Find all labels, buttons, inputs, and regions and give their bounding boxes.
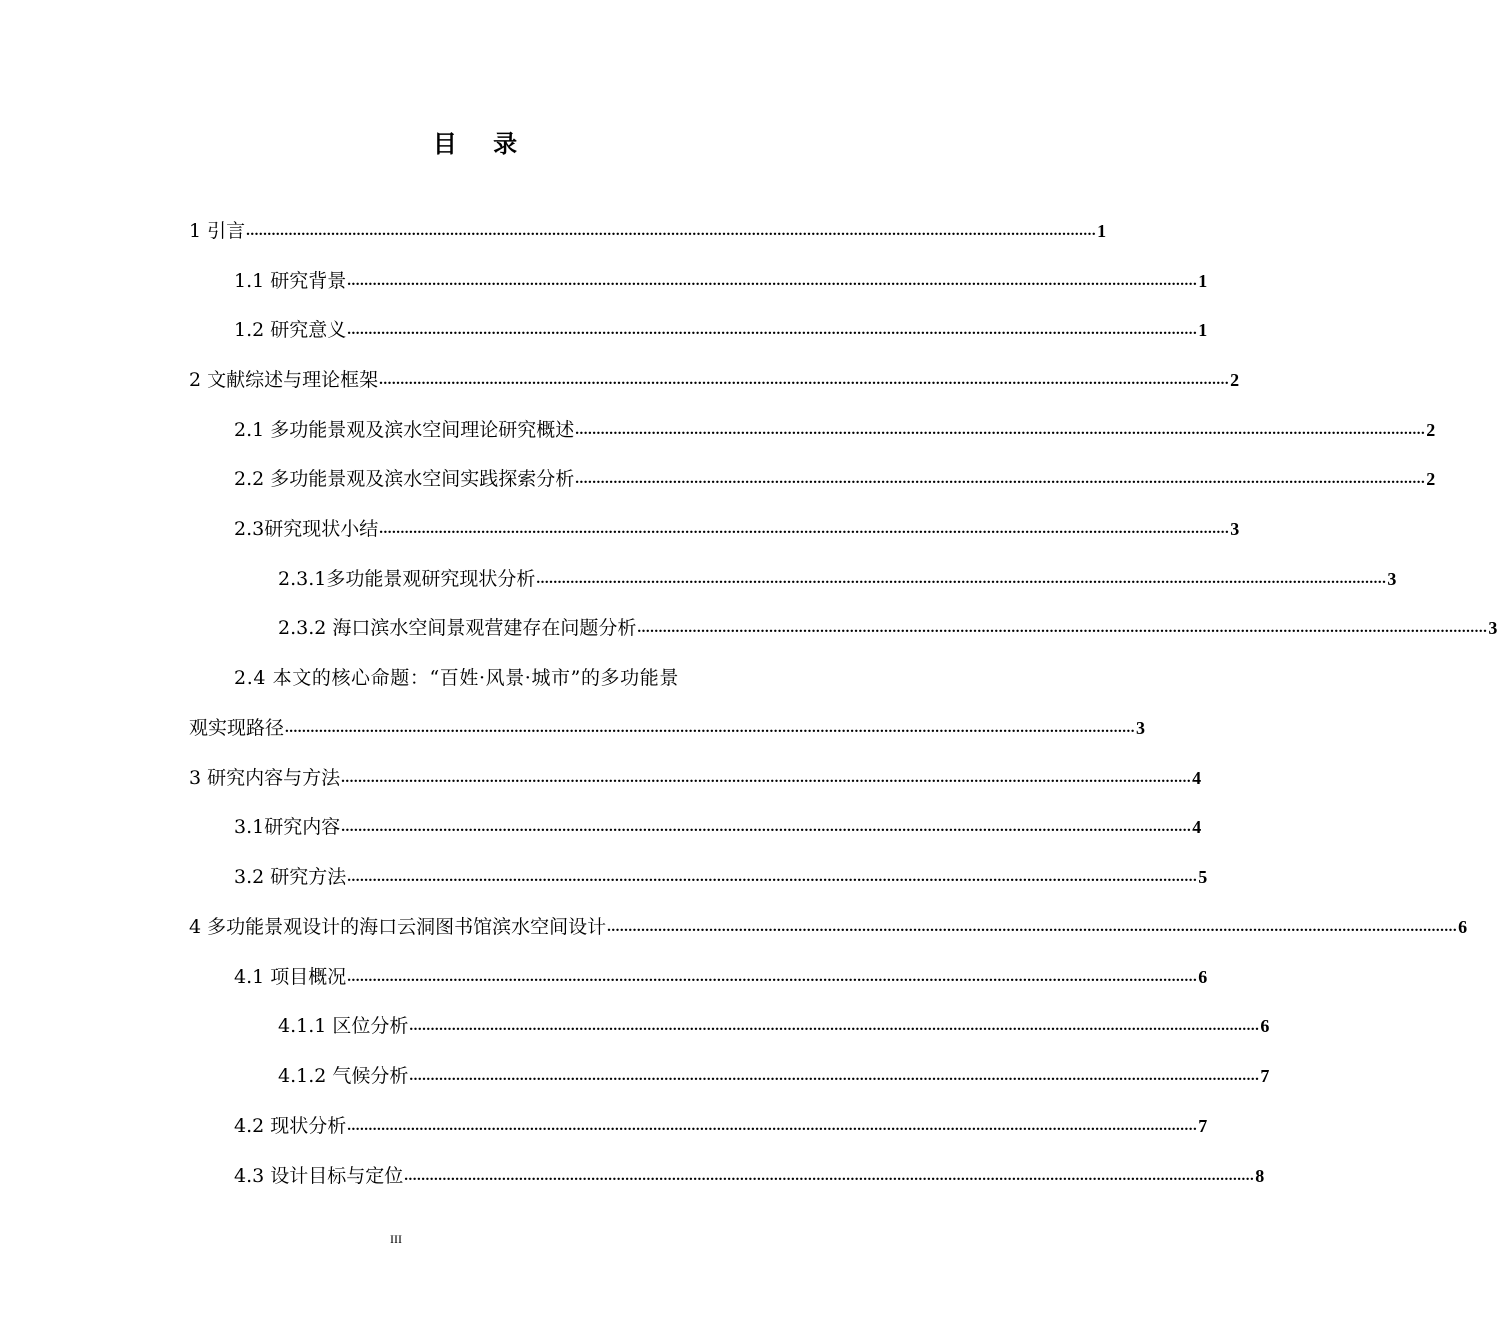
toc-entry[interactable] xyxy=(234,812,1202,842)
dot-leader: ........................................................................................................................................................................................................ xyxy=(379,521,1230,537)
toc-entry-page: 3 xyxy=(1488,618,1497,638)
dot-leader: ........................................................................................................................................................................................................ xyxy=(347,869,1198,885)
toc-entry[interactable] xyxy=(189,365,1240,395)
toc-entry-page: 3 xyxy=(1136,718,1146,738)
toc-entry-label: 3.1研究内容 xyxy=(234,816,341,838)
toc-entry[interactable] xyxy=(278,613,1497,643)
dot-leader: ........................................................................................................................................................................................................ xyxy=(347,322,1198,338)
dot-leader: ........................................................................................................................................................................................................ xyxy=(409,1018,1260,1034)
dot-leader: ........................................................................................................................................................................................................ xyxy=(347,273,1198,289)
dot-leader: ........................................................................................................................................................................................................ xyxy=(341,819,1192,835)
footer-page-number: III xyxy=(390,1232,402,1246)
toc-entry-page: 6 xyxy=(1198,967,1208,987)
toc-entry-page: 3 xyxy=(1387,569,1397,589)
dot-leader: ........................................................................................................................................................................................................ xyxy=(347,1118,1198,1134)
toc-entry-page: 1 xyxy=(1198,320,1208,340)
toc-entry[interactable] xyxy=(278,1061,1270,1091)
toc-entry-page: 2 xyxy=(1426,420,1436,440)
toc-entry-page: 7 xyxy=(1198,1116,1208,1136)
toc-entry[interactable] xyxy=(234,464,1436,494)
toc-entry[interactable] xyxy=(234,315,1208,345)
toc-entry-label: 2.2 多功能景观及滨水空间实践探索分析 xyxy=(234,468,575,490)
toc-entry-page: 5 xyxy=(1198,867,1208,887)
page-title: 目 录 xyxy=(432,129,532,158)
toc-entry-page: 2 xyxy=(1230,370,1240,390)
toc-entry[interactable] xyxy=(234,1161,1265,1191)
toc-entry-label: 2.3研究现状小结 xyxy=(234,518,379,540)
dot-leader: ........................................................................................................................................................................................................ xyxy=(575,422,1426,438)
toc-entry[interactable] xyxy=(278,564,1397,594)
toc-entry-label: 2.1 多功能景观及滨水空间理论研究概述 xyxy=(234,419,575,441)
dot-leader: ........................................................................................................................................................................................................ xyxy=(607,919,1458,935)
dot-leader: ........................................................................................................................................................................................................ xyxy=(246,223,1097,239)
toc-entry-label: 2.3.1多功能景观研究现状分析 xyxy=(278,568,536,590)
toc-entry[interactable] xyxy=(278,1011,1270,1041)
toc-entry-label-line1[interactable]: 2.4 本文的核心命题：“百姓·风景·城市”的多功能景 xyxy=(234,667,679,689)
toc-entry[interactable] xyxy=(234,962,1208,992)
dot-leader: ........................................................................................................................................................................................................ xyxy=(575,471,1426,487)
toc-entry-label: 4.1 项目概况 xyxy=(234,966,347,988)
toc-entry[interactable] xyxy=(234,514,1240,544)
toc-entry-label: 4.1.2 气候分析 xyxy=(278,1065,409,1087)
dot-leader: ........................................................................................................................................................................................................ xyxy=(536,571,1387,587)
toc-entry-page: 1 xyxy=(1198,271,1208,291)
toc-entry-label: 2 文献综述与理论框架 xyxy=(189,369,379,391)
toc-entry-label: 1.1 研究背景 xyxy=(234,270,347,292)
toc-entry-label: 2.3.2 海口滨水空间景观营建存在问题分析 xyxy=(278,617,637,639)
toc-entry-page: 2 xyxy=(1426,469,1436,489)
toc-entry[interactable] xyxy=(189,763,1202,793)
toc-entry-label: 4.1.1 区位分析 xyxy=(278,1015,409,1037)
dot-leader: ........................................................................................................................................................................................................ xyxy=(347,969,1198,985)
dot-leader: ........................................................................................................................................................................................................ xyxy=(637,620,1488,636)
toc-entry-page: 1 xyxy=(1097,221,1107,241)
toc-entry[interactable] xyxy=(189,912,1468,942)
toc-entry-label: 3 研究内容与方法 xyxy=(189,767,341,789)
toc-entry[interactable] xyxy=(234,415,1436,445)
toc-entry-label: 3.2 研究方法 xyxy=(234,866,347,888)
toc-entry-page: 8 xyxy=(1255,1166,1265,1186)
toc-entry-label: 1.2 研究意义 xyxy=(234,319,347,341)
dot-leader: ........................................................................................................................................................................................................ xyxy=(379,372,1230,388)
toc-entry[interactable] xyxy=(234,1111,1208,1141)
toc-entry-page: 4 xyxy=(1192,817,1202,837)
toc-entry[interactable] xyxy=(189,216,1107,246)
toc-entry-page: 3 xyxy=(1230,519,1240,539)
toc-entry-page: 4 xyxy=(1192,768,1202,788)
toc-entry-label: 4.3 设计目标与定位 xyxy=(234,1165,404,1187)
toc-entry[interactable] xyxy=(234,862,1208,892)
toc-entry-page: 6 xyxy=(1458,917,1468,937)
toc-entry-label: 1 引言 xyxy=(189,220,246,242)
dot-leader: ........................................................................................................................................................................................................ xyxy=(341,770,1192,786)
toc-entry[interactable] xyxy=(189,713,1146,743)
toc-entry-page: 7 xyxy=(1260,1066,1270,1086)
toc-entry-page: 6 xyxy=(1260,1016,1270,1036)
dot-leader: ........................................................................................................................................................................................................ xyxy=(285,720,1136,736)
toc-entry-label: 4 多功能景观设计的海口云洞图书馆滨水空间设计 xyxy=(189,916,607,938)
dot-leader: ........................................................................................................................................................................................................ xyxy=(404,1168,1255,1184)
dot-leader: ........................................................................................................................................................................................................ xyxy=(409,1068,1260,1084)
toc-entry-label: 观实现路径 xyxy=(189,717,285,739)
toc-entry[interactable] xyxy=(234,266,1208,296)
toc-entry-label: 4.2 现状分析 xyxy=(234,1115,347,1137)
